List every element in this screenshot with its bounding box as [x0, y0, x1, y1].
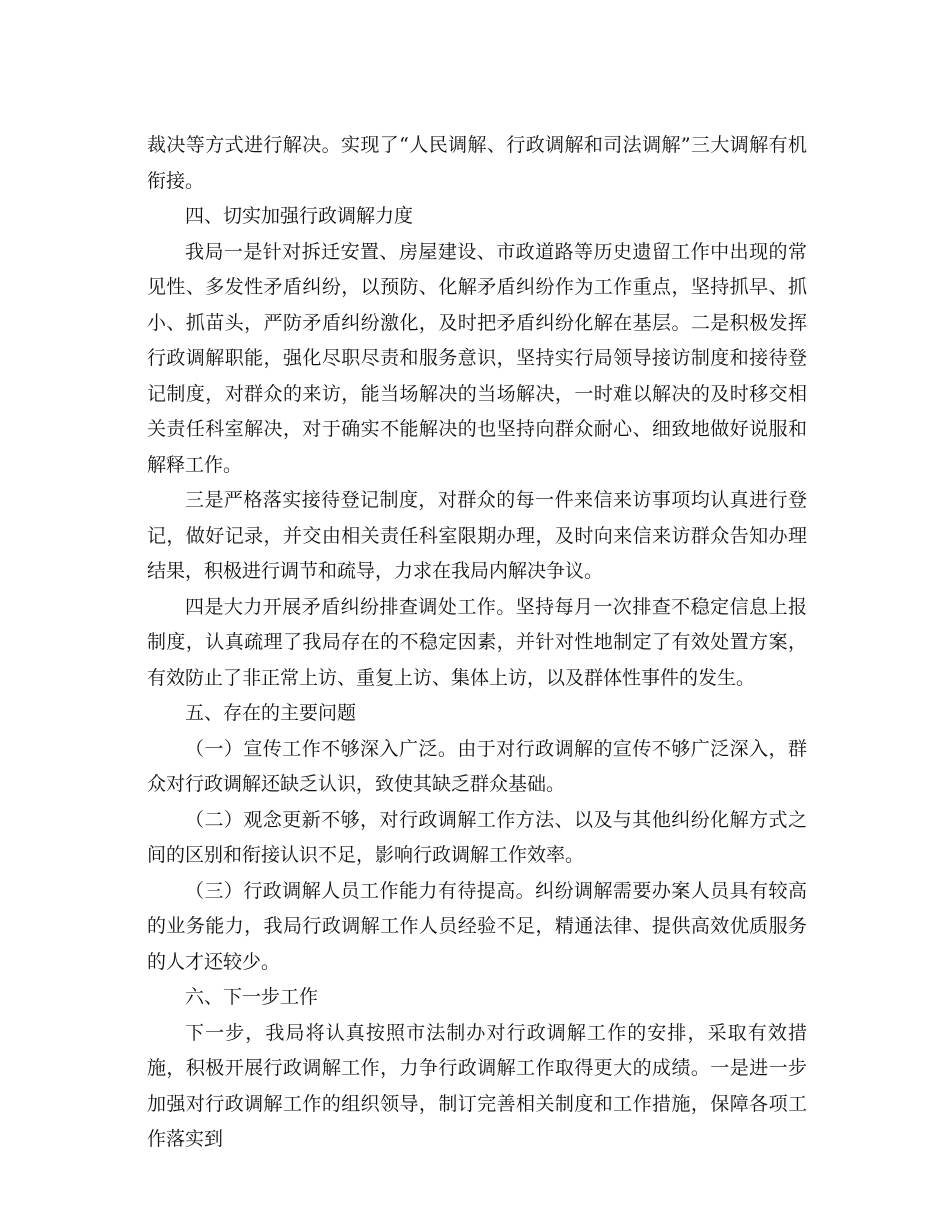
section-heading-6: 六、下一步工作: [185, 986, 319, 1008]
section-heading-4: 四、切实加强行政调解力度: [185, 205, 414, 227]
paragraph-registration-system: 三是严格落实接待登记制度，对群众的每一件来信来访事项均认真进行登记，做好记录，并交由相关责任科室限期办理，及时向来信来访群众告知办理结果，积极进行调节和疏导，力求在我局内解决争议。: [147, 489, 807, 582]
paragraph-problem-2: （二）观念更新不够，对行政调解工作方法、以及与其他纠纷化解方式之间的区别和衔接认识不足，影响行政调解工作效率。: [147, 808, 807, 866]
paragraph-next-steps: 下一步，我局将认真按照市法制办对行政调解工作的安排，采取有效措施，积极开展行政调解工作，力争行政调解工作取得更大的成绩。一是进一步加强对行政调解工作的组织领导，制订完善相关制度和工作措施，保障各项工作落实到: [147, 1021, 807, 1150]
paragraph-problem-3: （三）行政调解人员工作能力有待提高。纠纷调解需要办案人员具有较高的业务能力，我局行政调解工作人员经验不足，精通法律、提供高效优质服务的人才还较少。: [147, 879, 807, 973]
document-body: [147, 128, 807, 1158]
paragraph-dispute-screening: 四是大力开展矛盾纠纷排查调处工作。坚持每月一次排查不稳定信息上报制度，认真疏理了我局存在的不稳定因素，并针对性地制定了有效处置方案，有效防止了非正常上访、重复上访、集体上访，以及群体性事件的发生。: [147, 595, 807, 689]
paragraph-problem-1: （一）宣传工作不够深入广泛。由于对行政调解的宣传不够广泛深入，群众对行政调解还缺乏认识，致使其缺乏群众基础。: [147, 737, 807, 795]
paragraph-continuation: 裁决等方式进行解决。实现了“人民调解、行政调解和司法调解”三大调解有机衔接。: [147, 134, 807, 192]
section-heading-5: 五、存在的主要问题: [185, 702, 357, 724]
paragraph-mediation-efforts: 我局一是针对拆迁安置、房屋建设、市政道路等历史遗留工作中出现的常见性、多发性矛盾纠纷，以预防、化解矛盾纠纷作为工作重点，坚持抓早、抓小、抓苗头，严防矛盾纠纷激化，及时把矛盾纠纷化解在基层。二是积极发挥行政调解职能，强化尽职尽责和服务意识，坚持实行局领导接访制度和接待登记制度，对群众的来访，能当场解决的当场解决，一时难以解决的及时移交相关责任科室解决，对于确实不能解决的也坚持向群众耐心、细致地做好说服和解释工作。: [147, 240, 807, 476]
